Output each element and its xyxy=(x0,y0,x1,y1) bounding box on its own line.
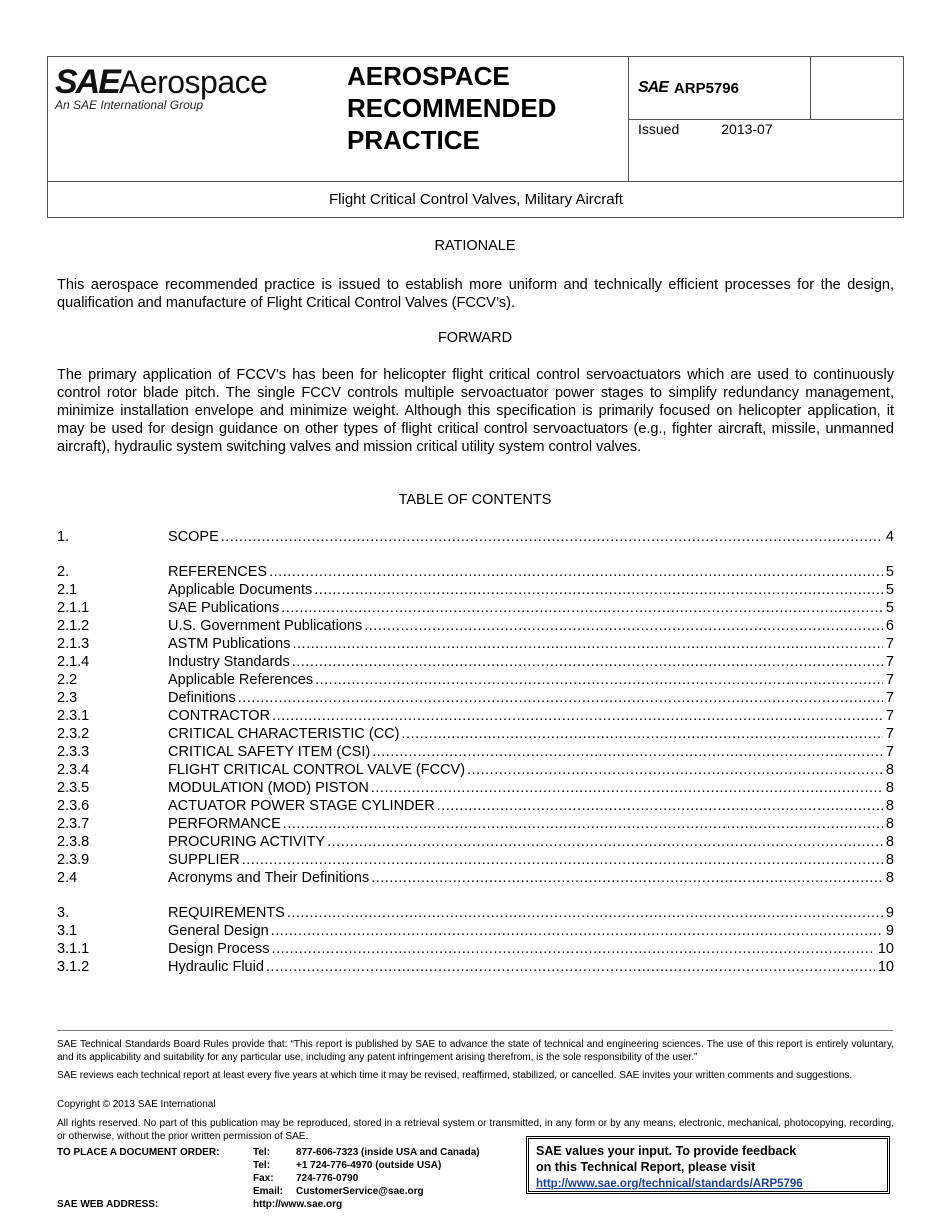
toc-dot-leader xyxy=(401,725,882,743)
toc-entry[interactable] xyxy=(57,815,894,833)
toc-entry-page: 8 xyxy=(885,762,894,778)
toc-entry[interactable] xyxy=(57,851,894,869)
toc-dot-leader xyxy=(292,653,883,671)
toc-entry[interactable] xyxy=(57,581,894,599)
toc-entry-title: SCOPE xyxy=(168,529,219,545)
logo-name: Aerospace xyxy=(118,64,268,100)
toc-dot-leader xyxy=(242,851,883,869)
toc-entry[interactable] xyxy=(57,725,894,743)
toc-entry[interactable] xyxy=(57,743,894,761)
toc-entry-number: 2.1.1 xyxy=(57,600,90,616)
toc-entry-page: 6 xyxy=(885,618,894,634)
header-divider xyxy=(628,119,904,120)
document-type-line: RECOMMENDED xyxy=(347,93,557,123)
toc-entry-page: 7 xyxy=(885,708,894,724)
toc-entry-number: 2.3.4 xyxy=(57,762,90,778)
toc-entry-page: 4 xyxy=(885,529,894,545)
toc-dot-leader xyxy=(314,581,883,599)
toc-entry-title: CONTRACTOR xyxy=(168,708,271,724)
toc-entry-page: 10 xyxy=(877,959,894,975)
document-type-line: PRACTICE xyxy=(347,125,480,155)
toc-dot-leader xyxy=(272,707,883,725)
tel-label: Tel: xyxy=(253,1160,271,1171)
tel-label: Tel: xyxy=(253,1147,271,1158)
toc-dot-leader xyxy=(467,761,883,779)
document-type-line: AEROSPACE xyxy=(347,61,510,91)
toc-entry-page: 7 xyxy=(885,672,894,688)
toc-entry-number: 2.3.8 xyxy=(57,834,90,850)
review-text: SAE reviews each technical report at least every five years at which time it may be revised, reaffirmed, stabilized, or cancelled. SAE invites your written comments and suggestions. xyxy=(57,1070,853,1081)
toc-entry-number: 2.3.1 xyxy=(57,708,90,724)
toc-entry-title: Acronyms and Their Definitions xyxy=(168,870,370,886)
toc-entry-page: 7 xyxy=(885,636,894,652)
toc-entry[interactable] xyxy=(57,833,894,851)
issued-date: 2013-07 xyxy=(721,121,773,137)
copyright-text: Copyright © 2013 SAE International xyxy=(57,1099,216,1110)
document-number: ARP5796 xyxy=(673,79,739,97)
rights-text: All rights reserved. No part of this publication may be reproduced, stored in a retrieval system or transmitted, in any form or by any means, electronic, mechanical, photocopying, recording, or otherwise, without the prior written permission of SAE. xyxy=(57,1118,894,1142)
toc-entry-page: 7 xyxy=(885,654,894,670)
toc-entry-page: 9 xyxy=(885,923,894,939)
header-divider xyxy=(48,181,904,182)
toc-entry-title: SAE Publications xyxy=(168,600,280,616)
web-address: http://www.sae.org xyxy=(253,1199,343,1210)
toc-entry[interactable] xyxy=(57,689,894,707)
toc-entry[interactable] xyxy=(57,869,894,887)
toc-dot-leader xyxy=(283,815,883,833)
toc-entry-title: Design Process xyxy=(168,941,270,957)
toc-entry-number: 3.1.1 xyxy=(57,941,90,957)
toc-entry[interactable] xyxy=(57,904,894,922)
toc-entry-number: 2.3.7 xyxy=(57,816,90,832)
toc-entry[interactable] xyxy=(57,671,894,689)
toc-entry[interactable] xyxy=(57,653,894,671)
toc-entry-number: 2.1.2 xyxy=(57,618,90,634)
toc-entry-number: 1. xyxy=(57,529,70,545)
forward-text: The primary application of FCCV’s has been for helicopter flight critical control servoactuators which are used to continuously control rotor blade pitch. The single FCCV controls multiple servoactuator power stages to simplify redundancy management, minimize installation envelope and minimize weight. Although this specification is primarily focused on helicopter application, it may be used for design guidance on other types of flight critical control servoactuators (e.g., fighter aircraft, missile, unmanned aircraft), hydraulic system switching valves and mission critical utility system control valves. xyxy=(57,367,894,455)
toc-entry-number: 2.4 xyxy=(57,870,78,886)
order-label: TO PLACE A DOCUMENT ORDER: xyxy=(57,1147,220,1158)
footer-rule xyxy=(57,1030,893,1031)
toc-entry-page: 8 xyxy=(885,834,894,850)
toc-entry[interactable] xyxy=(57,761,894,779)
document-title: Flight Critical Control Valves, Military Aircraft xyxy=(329,191,623,208)
toc-entry[interactable] xyxy=(57,958,894,976)
toc-entry-page: 7 xyxy=(885,726,894,742)
toc-entry-title: CRITICAL CHARACTERISTIC (CC) xyxy=(168,726,400,742)
toc-entry-page: 5 xyxy=(885,564,894,580)
toc-entry-page: 9 xyxy=(885,905,894,921)
toc-dot-leader xyxy=(371,779,883,797)
web-label: SAE WEB ADDRESS: xyxy=(57,1199,159,1210)
toc-entry-page: 8 xyxy=(885,816,894,832)
document-type xyxy=(347,60,556,156)
toc-entry-title: REFERENCES xyxy=(168,564,268,580)
toc-dot-leader xyxy=(271,922,883,940)
toc-entry-number: 2. xyxy=(57,564,70,580)
toc-dot-leader xyxy=(371,869,883,887)
standards-rules-text: SAE Technical Standards Board Rules provide that: “This report is published by SAE to advance the state of technical and engineering sciences. The use of this report is entirely voluntary, and its applicability and suitability for any particular use, including any patent infringement arising therefrom, is the sole responsibility of the user.” xyxy=(57,1039,894,1063)
toc-entry-number: 2.2 xyxy=(57,672,78,688)
toc-entry-title: REQUIREMENTS xyxy=(168,905,285,921)
toc-dot-leader xyxy=(238,689,883,707)
logo-brand: SAE xyxy=(55,63,119,101)
toc-dot-leader xyxy=(287,904,883,922)
document-id xyxy=(638,79,739,97)
toc-entry-title: MODULATION (MOD) PISTON xyxy=(168,780,369,796)
toc-entry-title: PERFORMANCE xyxy=(168,816,281,832)
toc-entry-title: General Design xyxy=(168,923,269,939)
toc-entry[interactable] xyxy=(57,635,894,653)
toc-entry[interactable] xyxy=(57,617,894,635)
toc-entry-number: 3.1 xyxy=(57,923,78,939)
toc-entry-number: 2.1.4 xyxy=(57,654,90,670)
toc-entry-title: SUPPLIER xyxy=(168,852,240,868)
toc-entry-number: 2.3.2 xyxy=(57,726,90,742)
toc-entry-number: 3.1.2 xyxy=(57,959,90,975)
toc-dot-leader xyxy=(372,743,883,761)
toc-entry-page: 7 xyxy=(885,744,894,760)
feedback-line: on this Technical Report, please visit xyxy=(536,1160,756,1174)
header-divider xyxy=(810,57,811,119)
rationale-heading: RATIONALE xyxy=(434,238,516,254)
toc-entry-title: CRITICAL SAFETY ITEM (CSI) xyxy=(168,744,371,760)
toc-dot-leader xyxy=(272,940,875,958)
toc-entry-page: 8 xyxy=(885,780,894,796)
email-address: CustomerService@sae.org xyxy=(296,1186,424,1197)
toc-entry-number: 2.3.6 xyxy=(57,798,90,814)
toc-entry-title: Hydraulic Fluid xyxy=(168,959,264,975)
toc-entry-title: ACTUATOR POWER STAGE CYLINDER xyxy=(168,798,435,814)
toc-entry-page: 5 xyxy=(885,600,894,616)
toc-entry-page: 8 xyxy=(885,852,894,868)
toc-dot-leader xyxy=(266,958,875,976)
toc-entry-number: 3. xyxy=(57,905,70,921)
fax-label: Fax: xyxy=(253,1173,274,1184)
toc-entry-number: 2.3.5 xyxy=(57,780,90,796)
sae-mini-logo: SAE xyxy=(638,79,668,96)
toc-entry-page: 8 xyxy=(885,798,894,814)
tel-outside-usa: +1 724-776-4970 (outside USA) xyxy=(296,1160,442,1171)
toc-dot-leader xyxy=(327,833,883,851)
toc-dot-leader xyxy=(315,671,883,689)
rationale-text: This aerospace recommended practice is issued to establish more uniform and technically efficient processes for the design, qualification and manufacture of Flight Critical Control Valves (FCCV’s). xyxy=(57,277,894,311)
feedback-link[interactable]: http://www.sae.org/technical/standards/ARP5796 xyxy=(536,1178,803,1190)
toc-dot-leader xyxy=(293,635,883,653)
toc-dot-leader xyxy=(437,797,883,815)
toc-entry[interactable] xyxy=(57,563,894,581)
issued-info xyxy=(638,121,773,137)
table-of-contents xyxy=(57,528,894,976)
toc-entry[interactable] xyxy=(57,707,894,725)
toc-dot-leader xyxy=(364,617,883,635)
email-label: Email: xyxy=(253,1186,284,1197)
toc-dot-leader xyxy=(221,528,883,546)
toc-entry-page: 5 xyxy=(885,582,894,598)
logo-tagline: An SAE International Group xyxy=(55,98,204,112)
toc-heading: TABLE OF CONTENTS xyxy=(398,492,552,508)
header-box xyxy=(47,56,904,218)
fax-number: 724-776-0790 xyxy=(296,1173,359,1184)
toc-entry-title: PROCURING ACTIVITY xyxy=(168,834,326,850)
toc-entry[interactable] xyxy=(57,797,894,815)
toc-entry-title: Applicable Documents xyxy=(168,582,313,598)
toc-entry-page: 8 xyxy=(885,870,894,886)
toc-entry-number: 2.3 xyxy=(57,690,78,706)
toc-dot-leader xyxy=(281,599,883,617)
feedback-box xyxy=(526,1136,890,1194)
tel-inside-usa: 877-606-7323 (inside USA and Canada) xyxy=(296,1147,480,1158)
issued-label: Issued xyxy=(638,121,680,137)
toc-entry-title: FLIGHT CRITICAL CONTROL VALVE (FCCV) xyxy=(168,762,466,778)
toc-entry[interactable] xyxy=(57,528,894,546)
toc-entry-number: 2.1 xyxy=(57,582,78,598)
toc-entry-page: 10 xyxy=(877,941,894,957)
toc-entry-number: 2.1.3 xyxy=(57,636,90,652)
toc-dot-leader xyxy=(269,563,883,581)
toc-entry-number: 2.3.9 xyxy=(57,852,90,868)
toc-entry-title: Industry Standards xyxy=(168,654,290,670)
forward-heading: FORWARD xyxy=(437,330,513,346)
toc-entry[interactable] xyxy=(57,779,894,797)
sae-aerospace-logo xyxy=(55,63,267,112)
feedback-line: SAE values your input. To provide feedback xyxy=(536,1144,797,1158)
toc-entry-title: Definitions xyxy=(168,690,236,706)
toc-entry[interactable] xyxy=(57,599,894,617)
toc-entry[interactable] xyxy=(57,940,894,958)
toc-entry-page: 7 xyxy=(885,690,894,706)
toc-entry-title: Applicable References xyxy=(168,672,314,688)
toc-entry-title: U.S. Government Publications xyxy=(168,618,363,634)
toc-entry-number: 2.3.3 xyxy=(57,744,90,760)
toc-entry[interactable] xyxy=(57,922,894,940)
toc-entry-title: ASTM Publications xyxy=(168,636,291,652)
